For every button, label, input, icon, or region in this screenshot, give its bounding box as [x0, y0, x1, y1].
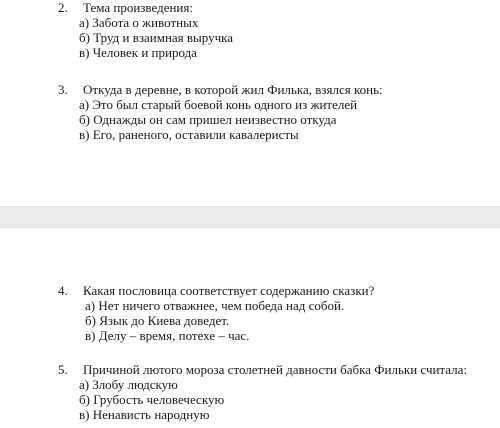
question-text: Откуда в деревне, в которой жил Филька, взялся конь:: [83, 82, 383, 97]
answer-options: [58, 298, 488, 343]
question-text: Тема произведения:: [83, 0, 193, 15]
question-heading: [58, 362, 488, 377]
question-2: [58, 0, 488, 60]
document-page-bottom: [0, 228, 500, 428]
answer-option: а) Злобу людскую: [79, 377, 178, 392]
answer-option: в) Делу – время, потехе – час.: [85, 328, 250, 343]
question-number: 4.: [58, 283, 68, 298]
question-text: Какая пословица соответствует содержанию сказки?: [83, 283, 375, 298]
answer-option: б) Однажды он сам пришел неизвестно откуда: [79, 112, 337, 127]
answer-option: а) Нет ничего отважнее, чем победа над собой.: [85, 298, 345, 313]
answer-options: [58, 97, 488, 142]
answer-option: а) Это был старый боевой конь одного из жителей: [79, 97, 358, 112]
document-page-top: [0, 0, 500, 206]
answer-option: в) Человек и природа: [79, 45, 197, 60]
question-5: [58, 362, 488, 422]
question-number: 2.: [58, 0, 68, 15]
question-number: 5.: [58, 362, 68, 377]
question-heading: [58, 283, 488, 298]
answer-option: в) Ненависть народную: [79, 407, 210, 422]
page-separator: [0, 206, 500, 228]
answer-options: [58, 377, 488, 422]
question-number: 3.: [58, 82, 68, 97]
question-text: Причиной лютого мороза столетней давности бабка Фильки считала:: [83, 362, 468, 377]
question-4: [58, 283, 488, 343]
answer-option: б) Язык до Киева доведет.: [85, 313, 230, 328]
question-heading: [58, 0, 488, 15]
question-heading: [58, 82, 488, 97]
answer-options: [58, 15, 488, 60]
answer-option: в) Его, раненого, оставили кавалеристы: [79, 127, 299, 142]
answer-option: б) Труд и взаимная выручка: [79, 30, 234, 45]
answer-option: а) Забота о животных: [79, 15, 199, 30]
question-3: [58, 82, 488, 142]
answer-option: б) Грубость человеческую: [79, 392, 225, 407]
